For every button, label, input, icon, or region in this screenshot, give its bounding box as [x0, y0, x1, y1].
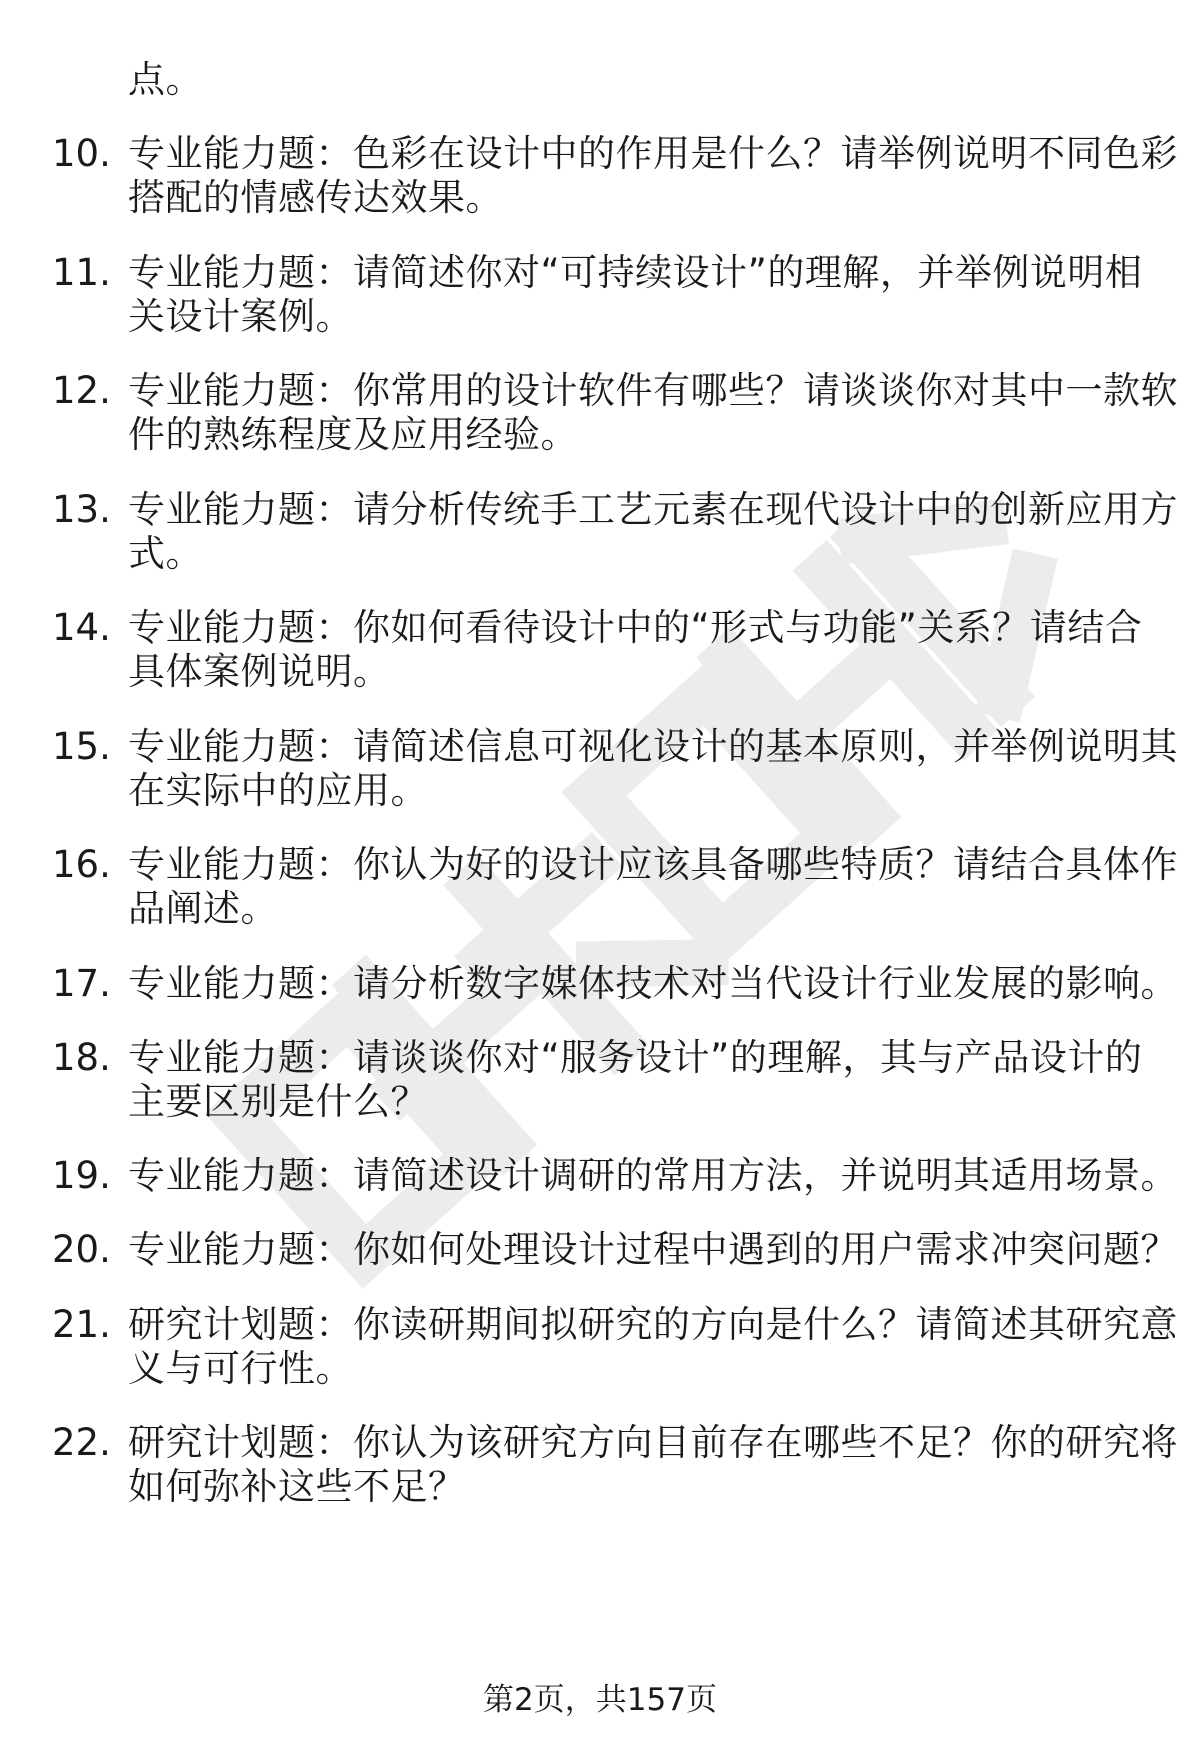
item-line-1: 专业能力题：色彩在设计中的作用是什么？请举例说明不同色彩: [128, 132, 1178, 175]
item-number: 20.: [52, 1228, 111, 1271]
item-line-2: 如何弥补这些不足？: [128, 1465, 466, 1508]
item-number: 13.: [52, 488, 111, 531]
item-line-2: 义与可行性。: [128, 1347, 353, 1390]
item-line-2: 具体案例说明。: [128, 650, 391, 693]
item-number: 18.: [52, 1036, 111, 1079]
item-number: 12.: [52, 369, 111, 412]
item-line-1: 专业能力题：请简述信息可视化设计的基本原则，并举例说明其: [128, 725, 1178, 768]
item-number: 10.: [52, 132, 111, 175]
item-number: 14.: [52, 606, 111, 649]
continuation-text: 点。: [128, 58, 203, 101]
item-number: 15.: [52, 725, 111, 768]
item-number: 19.: [52, 1154, 111, 1197]
item-line-1: 专业能力题：请简述设计调研的常用方法，并说明其适用场景。: [128, 1154, 1178, 1197]
item-number: 22.: [52, 1421, 111, 1464]
page-number-footer: 第2页，共157页: [483, 1682, 717, 1718]
item-number: 17.: [52, 962, 111, 1005]
item-line-1: 专业能力题：请分析数字媒体技术对当代设计行业发展的影响。: [128, 962, 1178, 1005]
item-line-2: 件的熟练程度及应用经验。: [128, 413, 578, 456]
item-line-2: 在实际中的应用。: [128, 769, 428, 812]
item-line-1: 研究计划题：你认为该研究方向目前存在哪些不足？你的研究将: [128, 1421, 1178, 1464]
item-line-2: 式。: [128, 532, 203, 575]
item-line-2: 主要区别是什么？: [128, 1080, 428, 1123]
item-line-2: 关设计案例。: [128, 295, 353, 338]
item-line-1: 专业能力题：你常用的设计软件有哪些？请谈谈你对其中一款软: [128, 369, 1178, 412]
item-number: 11.: [52, 251, 111, 294]
item-line-1: 研究计划题：你读研期间拟研究的方向是什么？请简述其研究意: [128, 1303, 1178, 1346]
item-line-2: 搭配的情感传达效果。: [128, 176, 503, 219]
item-number: 16.: [52, 843, 111, 886]
item-line-1: 专业能力题：你如何看待设计中的“形式与功能”关系？请结合: [128, 606, 1143, 649]
item-number: 21.: [52, 1303, 111, 1346]
item-line-1: 专业能力题：你如何处理设计过程中遇到的用户需求冲突问题？: [128, 1228, 1178, 1271]
item-line-1: 专业能力题：请分析传统手工艺元素在现代设计中的创新应用方: [128, 488, 1178, 531]
item-line-1: 专业能力题：请谈谈你对“服务设计”的理解，其与产品设计的: [128, 1036, 1143, 1079]
item-line-1: 专业能力题：你认为好的设计应该具备哪些特质？请结合具体作: [128, 843, 1178, 886]
item-line-2: 品阐述。: [128, 887, 278, 930]
item-line-1: 专业能力题：请简述你对“可持续设计”的理解，并举例说明相: [128, 251, 1143, 294]
